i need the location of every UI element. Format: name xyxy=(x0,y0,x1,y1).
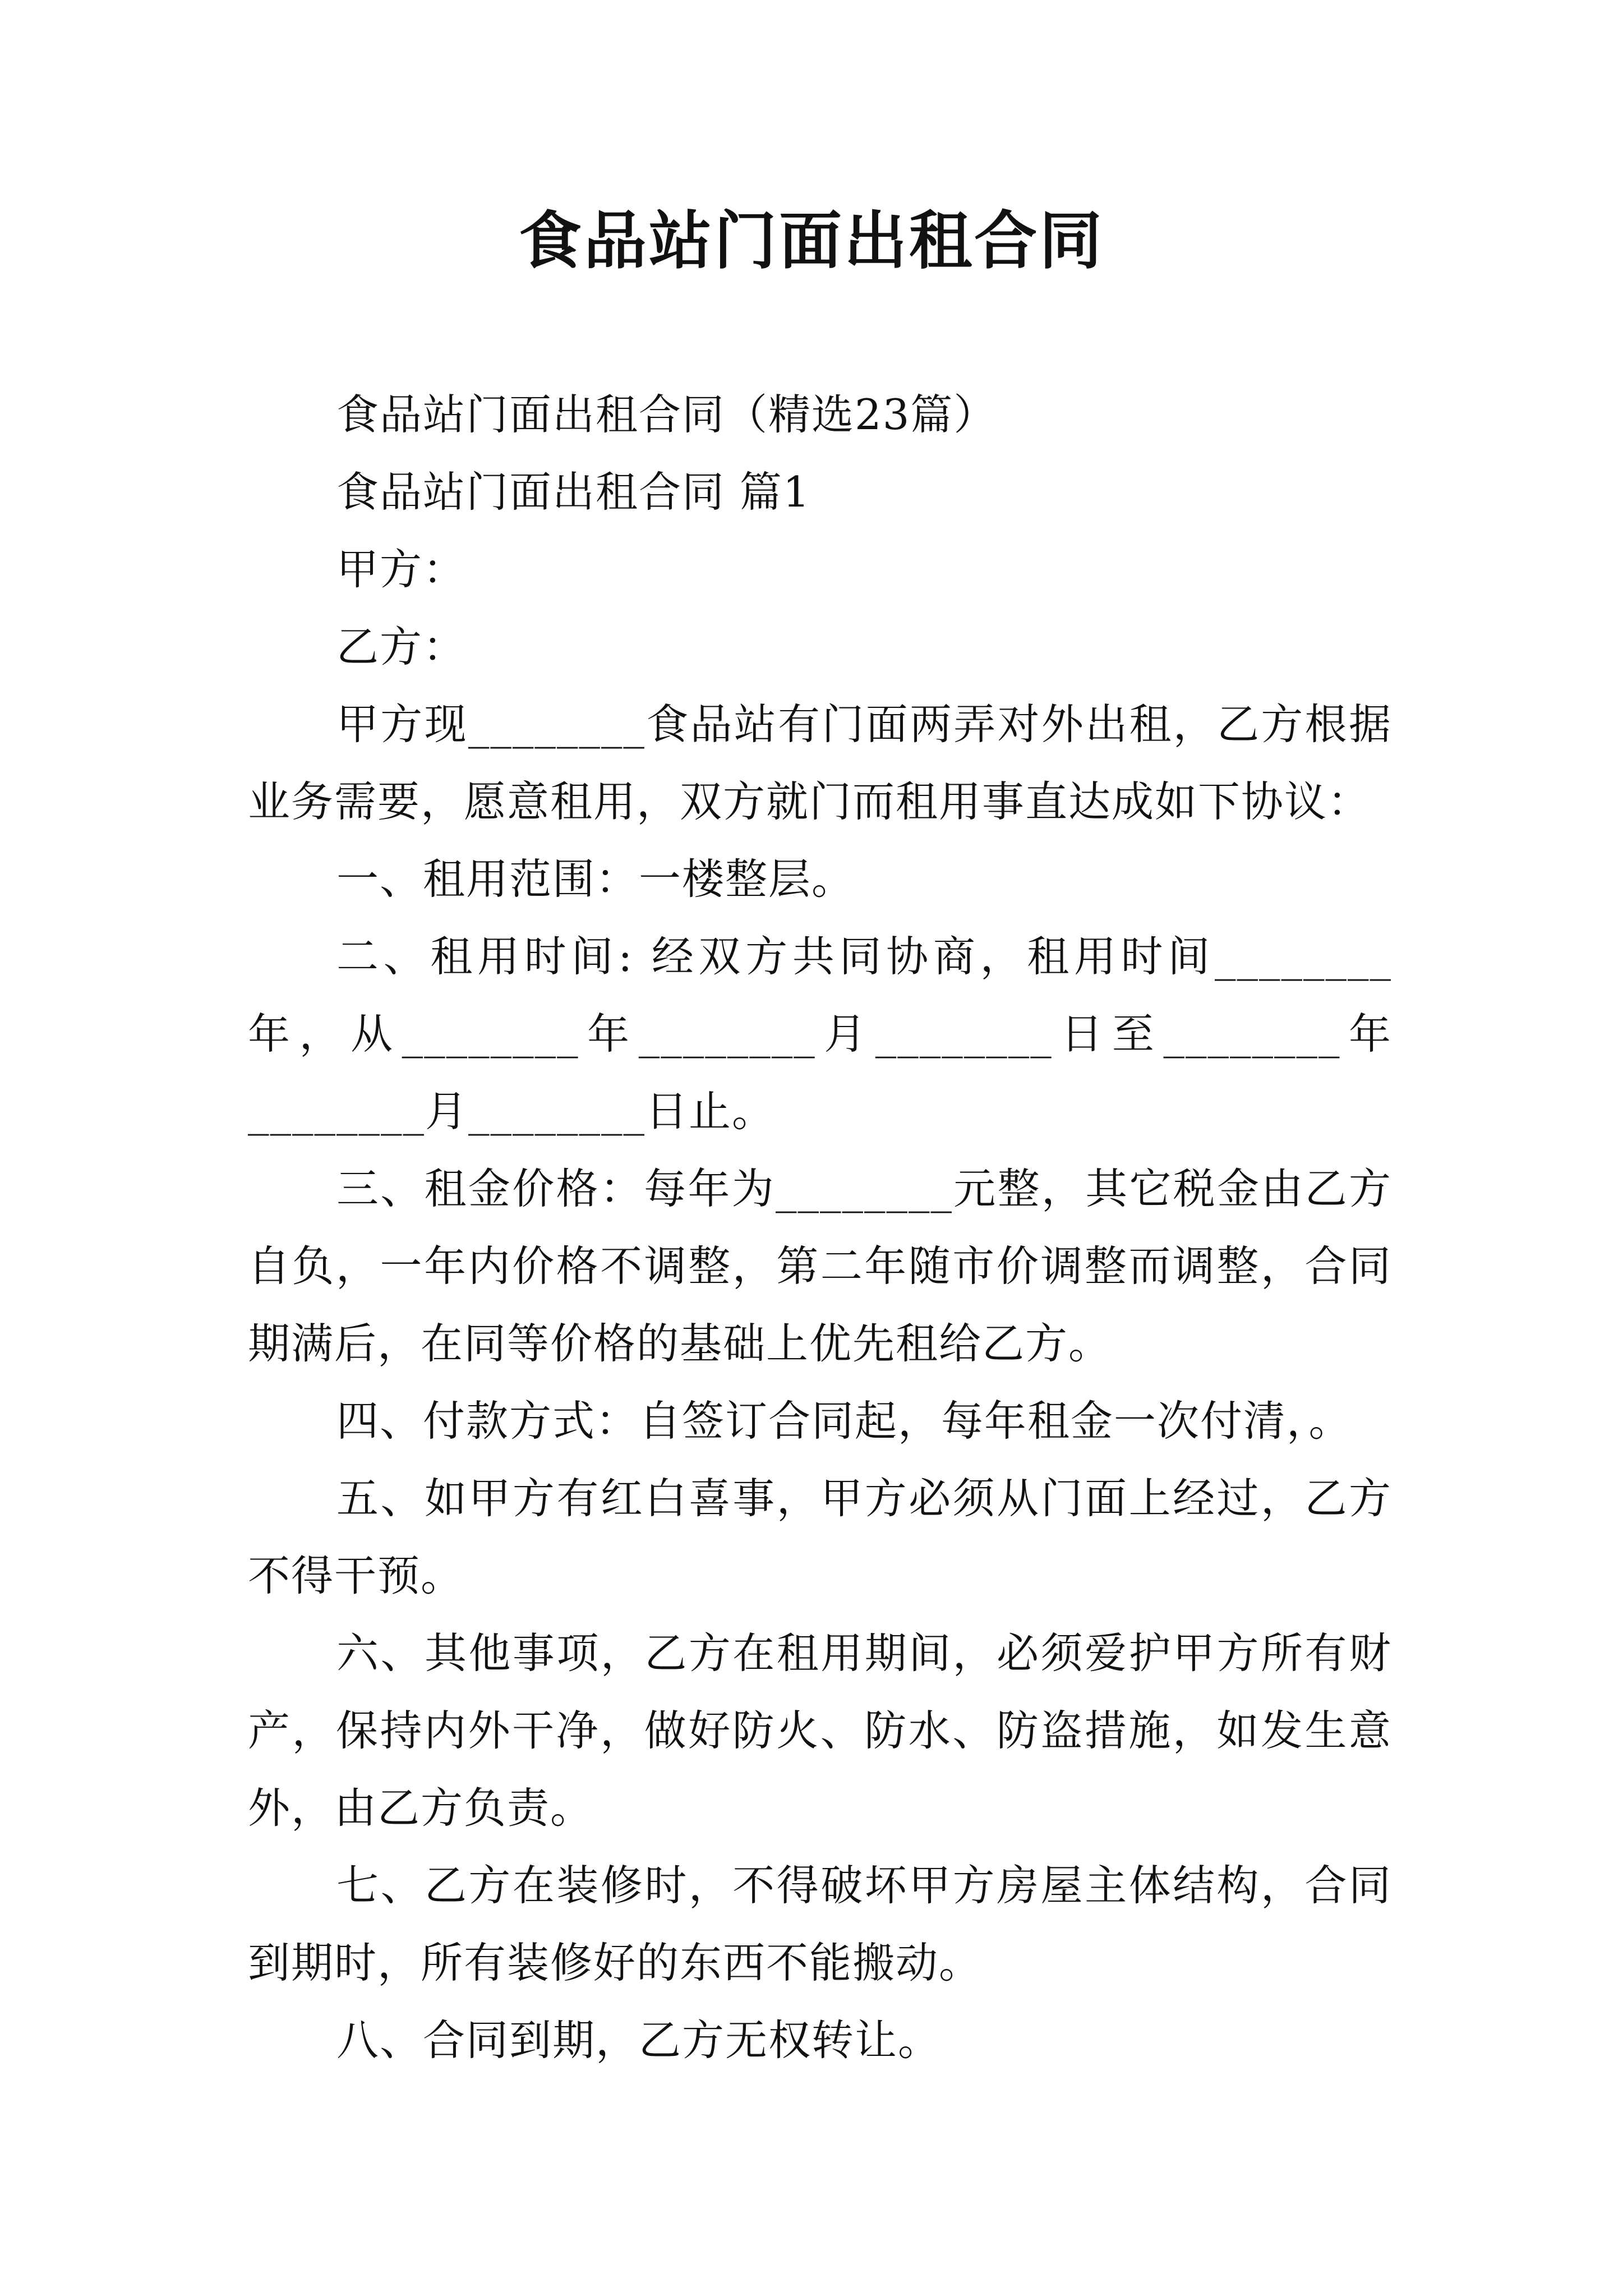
paragraph-subtitle: 食品站门面出租合同（精选23篇） xyxy=(336,390,997,439)
paragraph-clause-7: 七、乙方在装修时，不得破坏甲方房屋主体结构，合同到期时，所有装修好的东西不能搬动。 xyxy=(248,1861,1392,1987)
paragraph-clause-2: 二、租用时间: 经双方共同协商，租用时间________年，从________年________月________日至________年________月________日止。 xyxy=(248,932,1392,1136)
paragraph-clause-4: 四、付款方式：自签订合同起，每年租金一次付清，。 xyxy=(336,1396,1352,1446)
paragraph-party-b: 乙方： xyxy=(336,622,467,671)
paragraph-clause-8: 八、合同到期，乙方无权转让。 xyxy=(336,2016,942,2065)
paragraph-clause-3: 三、租金价格：每年为________元整，其它税金由乙方自负，一年内价格不调整，第二年随市价调整而调整，合同期满后，在同等价格的基础上优先租给乙方。 xyxy=(248,1164,1392,1368)
paragraph-section-heading: 食品站门面出租合同 篇1 xyxy=(336,467,811,517)
paragraph-party-a: 甲方： xyxy=(336,545,467,594)
paragraph-preamble: 甲方现________食品站有门面两弄对外出租，乙方根据业务需要，愿意租用，双方就门而租用事直达成如下协议： xyxy=(248,700,1392,826)
paragraph-clause-6: 六、其他事项，乙方在租用期间，必须爱护甲方所有财产，保持内外干净，做好防火、防水、防盗措施，如发生意外，由乙方负责。 xyxy=(248,1628,1392,1833)
document-body xyxy=(248,376,1392,2079)
paragraph-clause-5: 五、如甲方有红白喜事，甲方必须从门面上经过，乙方不得干预。 xyxy=(248,1474,1392,1600)
paragraph-clause-1: 一、租用范围：一楼整层。 xyxy=(336,854,855,904)
document-title: 食品站门面出租合同 xyxy=(519,204,1104,278)
